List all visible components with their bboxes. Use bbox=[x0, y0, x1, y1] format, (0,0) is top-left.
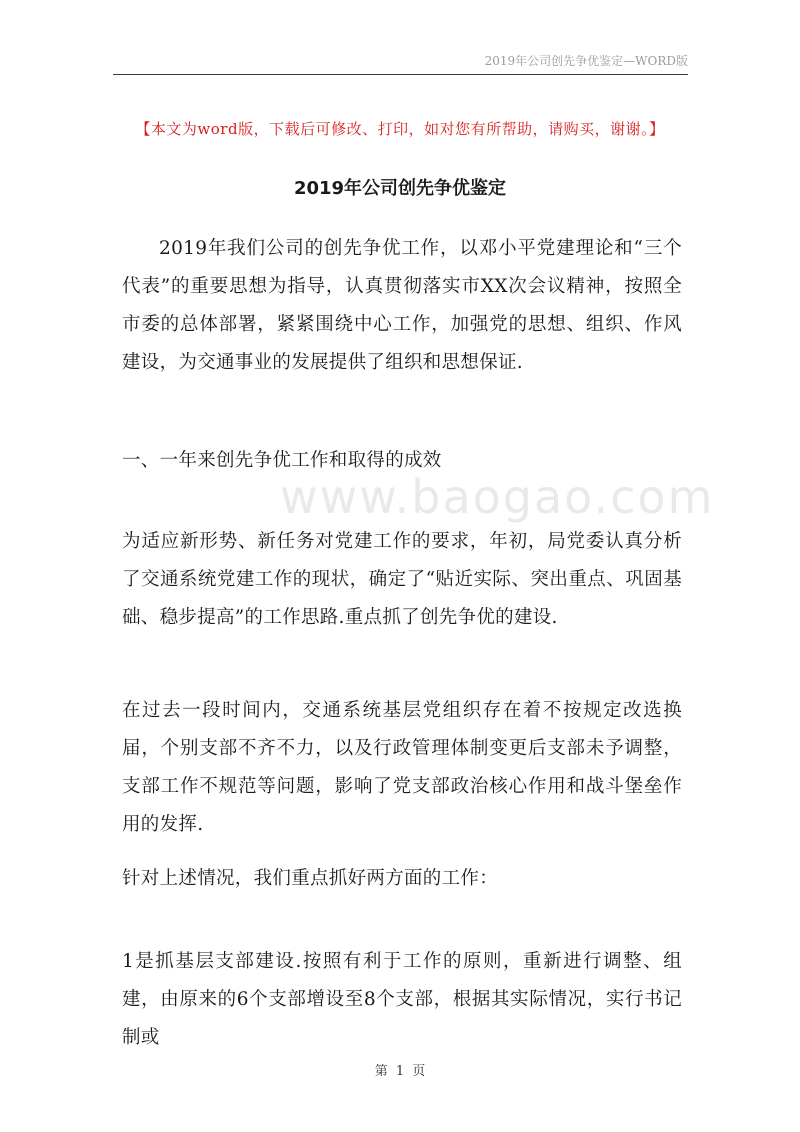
download-notice: 【本文为word版，下载后可修改、打印，如对您有所帮助，请购买，谢谢。】 bbox=[135, 120, 665, 138]
document-title: 2019年公司创先争优鉴定 bbox=[293, 178, 507, 199]
header-divider bbox=[113, 74, 688, 75]
section-heading-1: 一、一年来创先争优工作和取得的成效 bbox=[122, 450, 442, 471]
watermark: www.baogao.com bbox=[280, 470, 715, 524]
paragraph-response: 针对上述情况，我们重点抓好两方面的工作： bbox=[122, 868, 499, 889]
paragraph-intro: 2019年我们公司的创先争优工作，以邓小平党建理论和“三个代表”的重要思想为指导，认真贯彻落实市XX次会议精神，按照全市委的总体部署，紧紧围绕中心工作，加强党的思想、组织、作风建设，为交通事业的发展提供了组织和思想保证. bbox=[122, 238, 682, 373]
paragraph-problems: 在过去一段时间内，交通系统基层党组织存在着不按规定改选换届，个别支部不齐不力，以及行政管理体制变更后支部未予调整，支部工作不规范等问题，影响了党支部政治核心作用和战斗堡垒作用的发挥. bbox=[122, 700, 682, 835]
paragraph-branch-building: 1是抓基层支部建设.按照有利于工作的原则，重新进行调整、组建，由原来的6个支部增设至8个支部，根据其实际情况，实行书记制或 bbox=[122, 951, 682, 1048]
running-header: 2019年公司创先争优鉴定—WORD版 bbox=[484, 54, 688, 68]
page-number: 第 1 页 bbox=[374, 1064, 426, 1079]
paragraph-work-approach: 为适应新形势、新任务对党建工作的要求，年初，局党委认真分析了交通系统党建工作的现状，确定了“贴近实际、突出重点、巩固基础、稳步提高”的工作思路.重点抓了创先争优的建设. bbox=[122, 531, 682, 628]
